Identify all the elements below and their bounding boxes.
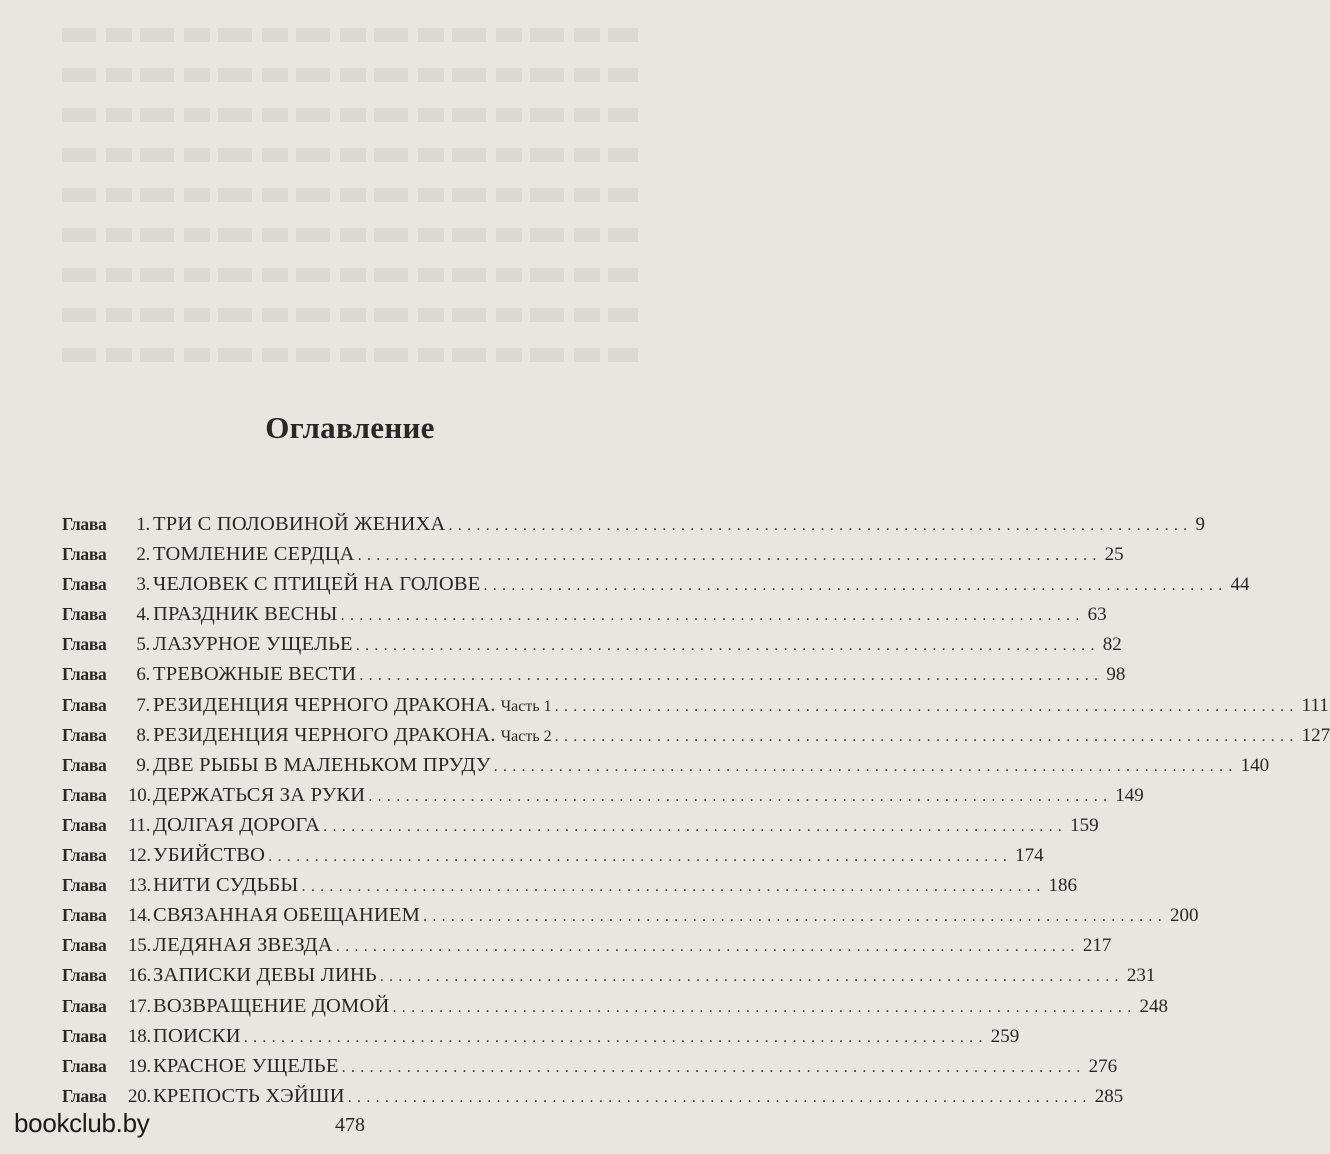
chapter-title: ПОИСКИ — [153, 1024, 241, 1047]
chapter-number: 14 . — [128, 901, 150, 931]
toc-entry — [62, 509, 1205, 539]
chapter-page: 149 — [1115, 784, 1144, 806]
toc-entry — [62, 539, 1124, 569]
dot-leader: ................................................................................ — [340, 607, 1085, 625]
dot-leader: ................................................................................ — [341, 1058, 1086, 1076]
chapter-page: 127 — [1301, 724, 1330, 746]
chapter-label: Глава — [62, 634, 107, 655]
chapter-number: 9 . — [128, 751, 150, 781]
chapter-title: НИТИ СУДЬБЫ — [153, 874, 299, 897]
chapter-title: ТРИ С ПОЛОВИНОЙ ЖЕНИХА — [153, 513, 446, 535]
toc-entry — [62, 599, 1107, 629]
chapter-label: Глава — [62, 905, 107, 926]
chapter-number: 17 . — [128, 992, 150, 1022]
chapter-number: 13 . — [128, 871, 150, 901]
dot-leader: ................................................................................ — [357, 547, 1102, 565]
chapter-page: 186 — [1048, 875, 1078, 897]
chapter-title: КРЕПОСТЬ ХЭЙШИ — [153, 1084, 345, 1107]
chapter-number: 5 . — [128, 630, 150, 660]
chapter-page: 217 — [1082, 935, 1112, 957]
chapter-title: ЛЕДЯНАЯ ЗВЕЗДА — [153, 934, 333, 957]
toc-entry — [62, 810, 1099, 840]
chapter-number: 15 . — [128, 931, 150, 961]
chapter-label: Глава — [62, 814, 107, 835]
chapter-title: РЕЗИДЕНЦИЯ ЧЕРНОГО ДРАКОНА. — [153, 723, 496, 746]
chapter-page: 82 — [1102, 634, 1122, 656]
chapter-page: 200 — [1170, 905, 1199, 927]
chapter-label: Глава — [62, 754, 107, 775]
chapter-title: ЧЕЛОВЕК С ПТИЦЕЙ НА ГОЛОВЕ — [153, 573, 481, 596]
dot-leader: ................................................................................ — [392, 998, 1137, 1016]
dot-leader: ................................................................................ — [554, 697, 1299, 715]
dot-leader: ................................................................................ — [423, 908, 1168, 926]
chapter-label: Глава — [62, 574, 107, 595]
chapter-label: Глава — [62, 1055, 107, 1076]
chapter-title: ТОМЛЕНИЕ СЕРДЦА — [153, 543, 355, 566]
chapter-label: Глава — [62, 845, 107, 866]
dot-leader: ................................................................................ — [493, 757, 1238, 775]
watermark: bookclub.by — [14, 1108, 150, 1138]
chapter-page: 98 — [1106, 664, 1126, 686]
chapter-title: ПРАЗДНИК ВЕСНЫ — [153, 603, 338, 626]
chapter-page: 140 — [1240, 754, 1270, 776]
toc-entry — [62, 1021, 1020, 1051]
chapter-number: 10 . — [128, 781, 150, 811]
chapter-page: 285 — [1094, 1085, 1124, 1107]
chapter-number: 11 . — [128, 811, 150, 841]
chapter-page: 25 — [1104, 544, 1124, 566]
chapter-page: 44 — [1230, 574, 1250, 596]
chapter-number: 19 . — [128, 1052, 150, 1082]
chapter-label: Глава — [62, 875, 107, 896]
chapter-label: Глава — [62, 694, 107, 715]
chapter-number: 7 . — [128, 691, 150, 721]
toc-entry — [62, 930, 1112, 960]
toc-entry — [62, 870, 1078, 900]
chapter-title: ЗАПИСКИ ДЕВЫ ЛИНЬ — [153, 964, 377, 987]
chapter-title: ДЕРЖАТЬСЯ ЗА РУКИ — [153, 783, 366, 806]
chapter-label: Глава — [62, 604, 107, 625]
chapter-label: Глава — [62, 1025, 107, 1046]
chapter-label: Глава — [62, 965, 107, 986]
chapter-title: УБИЙСТВО — [153, 844, 266, 867]
chapter-title: ЛАЗУРНОЕ УЩЕЛЬЕ — [153, 633, 353, 656]
toc-entry — [62, 569, 1250, 599]
chapter-label: Глава — [62, 784, 107, 805]
chapter-part: Часть 1 — [500, 697, 552, 715]
chapter-label: Глава — [62, 1085, 107, 1106]
dot-leader: ................................................................................ — [347, 1088, 1092, 1106]
toc-entry — [62, 840, 1044, 870]
dot-leader: ................................................................................ — [448, 517, 1193, 534]
dot-leader: ................................................................................ — [359, 667, 1104, 685]
toc-entry — [62, 991, 1168, 1021]
chapter-title: ДВЕ РЫБЫ В МАЛЕНЬКОМ ПРУДУ — [153, 753, 491, 776]
chapter-number: 6 . — [128, 660, 150, 690]
toc-title: Оглавление — [265, 410, 435, 445]
chapter-number: 18 . — [128, 1022, 150, 1052]
chapter-label: Глава — [62, 724, 107, 745]
chapter-part: Часть 2 — [500, 727, 552, 745]
chapter-title: ВОЗВРАЩЕНИЕ ДОМОЙ — [153, 994, 390, 1017]
chapter-label: Глава — [62, 935, 107, 956]
toc-entry — [62, 750, 1270, 780]
chapter-title: ДОЛГАЯ ДОРОГА — [153, 813, 321, 836]
chapter-page: 231 — [1126, 965, 1156, 987]
toc-entry — [62, 900, 1199, 930]
dot-leader: ................................................................................ — [483, 577, 1228, 595]
dot-leader: ................................................................................ — [335, 938, 1080, 956]
dot-leader: ................................................................................ — [268, 848, 1013, 866]
dot-leader: ................................................................................ — [323, 817, 1068, 835]
chapter-page: 63 — [1087, 604, 1107, 626]
bleed-through-text — [62, 28, 638, 388]
toc-entry — [62, 1051, 1118, 1081]
chapter-label: Глава — [62, 514, 107, 534]
chapter-page: 174 — [1015, 845, 1044, 867]
chapter-page: 259 — [990, 1025, 1020, 1047]
dot-leader: ................................................................................ — [243, 1028, 988, 1046]
chapter-page: 248 — [1139, 995, 1168, 1017]
chapter-label: Глава — [62, 995, 107, 1016]
chapter-number: 12 . — [128, 841, 150, 871]
table-of-contents — [62, 509, 1330, 1111]
chapter-title: РЕЗИДЕНЦИЯ ЧЕРНОГО ДРАКОНА. — [153, 693, 496, 716]
dot-leader: ................................................................................ — [554, 727, 1299, 745]
chapter-title: КРАСНОЕ УЩЕЛЬЕ — [153, 1054, 339, 1077]
dot-leader: ................................................................................ — [301, 878, 1046, 896]
dot-leader: ................................................................................ — [379, 968, 1124, 986]
chapter-number: 1 . — [128, 510, 150, 540]
toc-entry — [62, 720, 1330, 750]
toc-entry — [62, 960, 1156, 990]
chapter-page: 111 — [1301, 694, 1329, 716]
chapter-number: 8 . — [128, 721, 150, 751]
page-number: 478 — [335, 1114, 365, 1136]
chapter-page: 9 — [1195, 514, 1205, 535]
chapter-number: 4 . — [128, 600, 150, 630]
chapter-page: 159 — [1070, 814, 1099, 836]
chapter-number: 20 . — [128, 1082, 150, 1112]
chapter-title: ТРЕВОЖНЫЕ ВЕСТИ — [153, 663, 357, 686]
chapter-number: 16 . — [128, 961, 150, 991]
chapter-number: 3 . — [128, 570, 150, 600]
toc-entry — [62, 1081, 1124, 1111]
chapter-number: 2 . — [128, 540, 150, 570]
chapter-label: Глава — [62, 664, 107, 685]
chapter-title: СВЯЗАННАЯ ОБЕЩАНИЕМ — [153, 904, 421, 927]
chapter-label: Глава — [62, 544, 107, 565]
dot-leader: ................................................................................ — [368, 787, 1113, 805]
toc-entry — [62, 629, 1122, 659]
dot-leader: ................................................................................ — [355, 637, 1100, 655]
toc-entry — [62, 659, 1126, 689]
chapter-page: 276 — [1088, 1055, 1118, 1077]
toc-entry — [62, 690, 1329, 720]
toc-entry — [62, 780, 1144, 810]
